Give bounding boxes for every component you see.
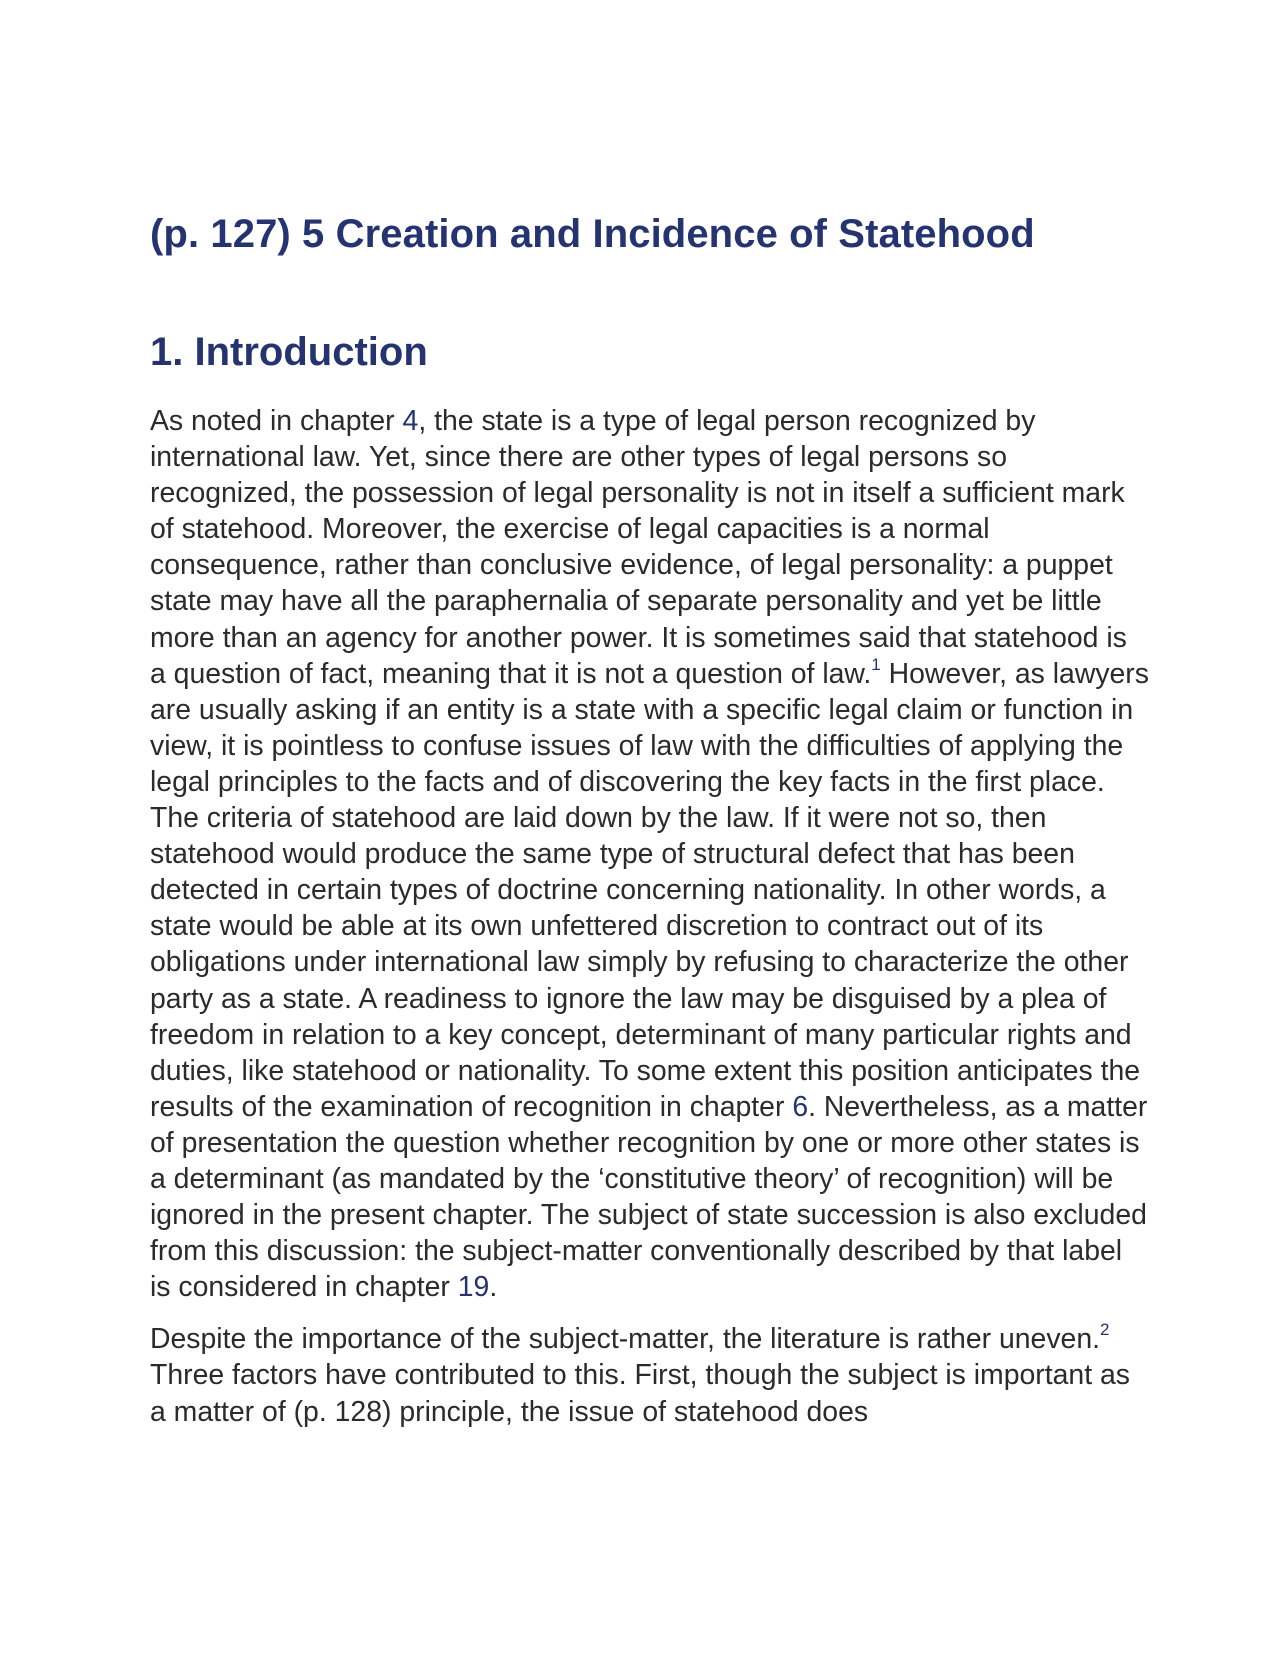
footnote-2-link[interactable]: 2 [1100,1320,1110,1340]
paragraph-2-text-a: Despite the importance of the subject-matter, the literature is rather uneven. [150,1323,1101,1356]
chapter-title: (p. 127) 5 Creation and Incidence of Statehood [150,212,1035,256]
paragraph-1-text-b: , the state is a type of legal person recognized by international law. Yet, since there are other types of legal persons so recognized, the possession of legal personality is not in itself a sufficient mark of statehood. Moreover, the exercise of legal capacities is a normal consequence, rather than conclusive evidence, of legal personality: a puppet state may have all the paraphernalia of separate personality and yet be little more than an agency for another power. It is sometimes said that statehood is a question of fact, meaning that it is not a question of law. [150,405,1127,690]
paragraph-1-text-c: However, as lawyers are usually asking if an entity is a state with a specific legal claim or function in view, it is pointless to confuse issues of law with the difficulties of applying the legal principles to the facts and of discovering the key facts in the first place. The criteria of statehood are laid down by the law. If it were not so, then statehood would produce the same type of structural defect that has been detected in certain types of doctrine concerning nationality. In other words, a state would be able at its own unfettered discretion to contract out of its obligations under international law simply by refusing to characterize the other party as a state. A readiness to ignore the law may be disguised by a plea of freedom in relation to a key concept, determinant of many particular rights and duties, like statehood or nationality. To some extent this position anticipates the results of the examination of recognition in chapter [150,657,1149,1123]
paragraph-2 [150,1321,1150,1429]
chapter-19-link[interactable]: 19 [457,1271,490,1304]
chapter-6-link[interactable]: 6 [792,1090,809,1123]
chapter-4-link[interactable]: 4 [402,405,419,437]
body-text [150,403,1150,1446]
paragraph-1-text-d: . Nevertheless, as a matter of presentation the question whether recognition by one or more other states is a determinant (as mandated by the ‘constitutive theory’ of recognition) will be ignored in the present chapter. The subject of state succession is also excluded from this discussion: the subject-matter conventionally described by that label is considered in chapter [150,1090,1148,1304]
paragraph-2-text-b: Three factors have contributed to this. First, though the subject is important as a matter of (p. 128) principle, the issue of statehood does [150,1359,1130,1428]
paragraph-1-text-a: As noted in chapter [150,405,403,437]
paragraph-1-text-e: . [489,1271,498,1304]
section-heading: 1. Introduction [150,330,428,374]
footnote-1-link[interactable]: 1 [871,654,881,674]
paragraph-1 [150,403,1150,1305]
